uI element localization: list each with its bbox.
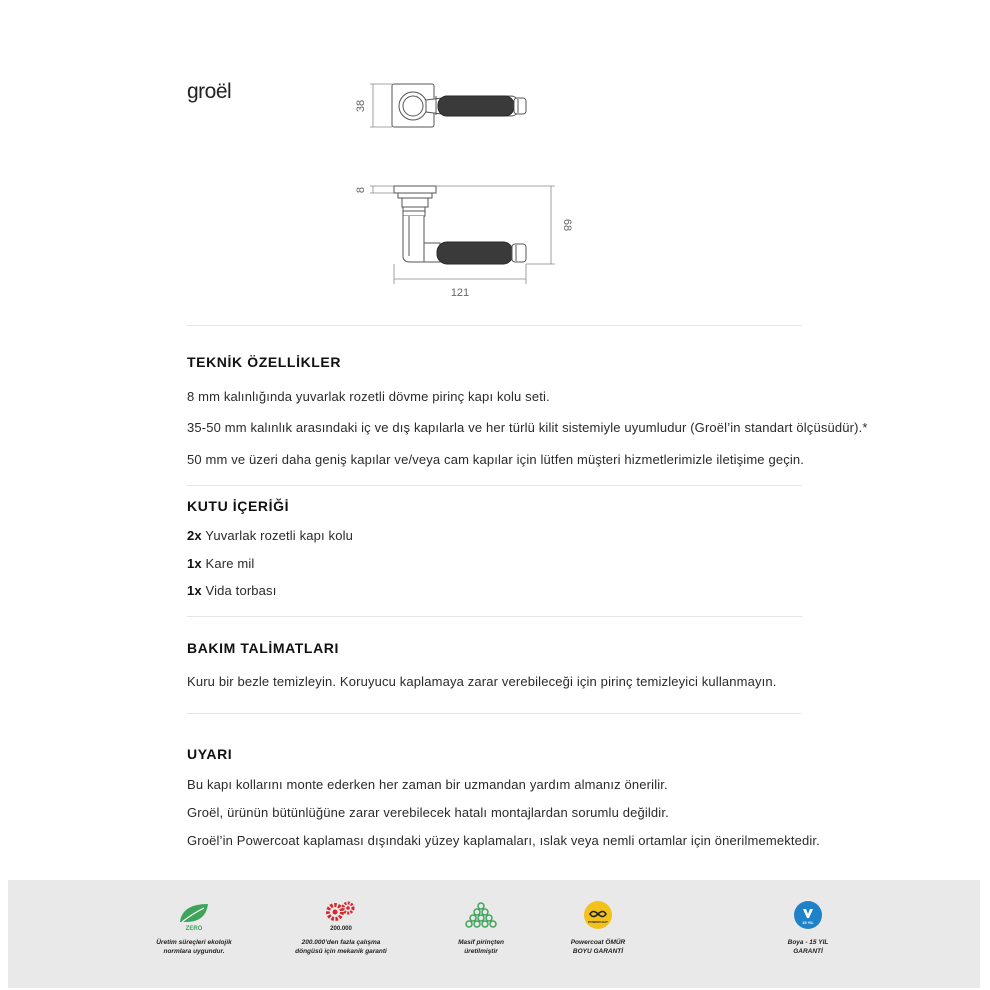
badge-mechanical-caption: 200.000’den fazla çalışma döngüsü için mekanik garanti xyxy=(295,939,387,955)
infinity-icon-label: POWERCOAT xyxy=(588,920,608,924)
handle-side-view xyxy=(394,186,526,264)
warning-line: Bu kapı kollarını monte ederken her zaman bir uzmandan yardım almanız önerilir. xyxy=(187,777,668,792)
box-item-qty: 1x xyxy=(187,583,202,598)
badge-eco xyxy=(129,900,259,956)
leaf-icon-label: ZERO xyxy=(185,926,203,932)
box-item xyxy=(187,556,254,571)
badge-solid-brass xyxy=(416,900,546,956)
badge-mechanical xyxy=(276,900,406,956)
badge-paint-warranty-caption: Boya - 15 YIL GARANTİ xyxy=(787,939,829,955)
badge-powercoat xyxy=(533,900,663,956)
paint-icon-label: 15 YIL xyxy=(802,920,814,925)
box-item-text: Kare mil xyxy=(205,556,255,571)
box-item xyxy=(187,583,276,598)
paint-icon xyxy=(792,900,824,932)
handle-top-view xyxy=(392,84,526,127)
brand-logo: groël xyxy=(187,80,232,103)
dimension-38-label: 38 xyxy=(355,99,367,113)
box-item-text: Vida torbası xyxy=(205,583,277,598)
infinity-icon xyxy=(582,900,614,932)
dimension-38 xyxy=(370,84,392,127)
technical-line: 35-50 mm kalınlık arasındaki iç ve dış kapılarla ve her türlü kilit sistemiyle uyumludur (Groël’in standart ölçüsüdür).* xyxy=(187,420,868,435)
technical-line: 8 mm kalınlığında yuvarlak rozetli dövme pirinç kapı kolu seti. xyxy=(187,389,550,404)
feature-badges-bar xyxy=(8,880,980,988)
divider xyxy=(187,325,802,326)
warning-line: Groël’in Powercoat kaplaması dışındaki yüzey kaplamaları, ıslak veya nemli ortamlar için önerilmemektedir. xyxy=(187,833,820,848)
lever-handle-technical-drawing xyxy=(340,70,580,305)
care-instructions-title: BAKIM TALİMATLARI xyxy=(187,640,339,656)
dimension-8-label: 8 xyxy=(355,186,367,194)
leaf-icon xyxy=(176,900,212,932)
brass-bars-icon xyxy=(465,900,497,932)
technical-line: 50 mm ve üzeri daha geniş kapılar ve/veya cam kapılar için lütfen müşteri hizmetlerimizle iletişime geçin. xyxy=(187,452,805,467)
box-item-text: Yuvarlak rozetli kapı kolu xyxy=(205,528,353,543)
dimension-121-label: 121 xyxy=(450,287,470,299)
warning-line: Groël, ürünün bütünlüğüne zarar verebilecek hatalı montajlardan sorumlu değildir. xyxy=(187,805,669,820)
badge-paint-warranty xyxy=(743,900,873,956)
box-item-qty: 1x xyxy=(187,556,202,571)
dimension-68-label: 68 xyxy=(561,218,573,232)
badge-powercoat-caption: Powercoat ÖMÜR BOYU GARANTİ xyxy=(570,939,626,955)
warning-title: UYARI xyxy=(187,746,233,762)
box-item xyxy=(187,528,353,543)
divider xyxy=(187,485,802,486)
box-item-qty: 2x xyxy=(187,528,202,543)
divider xyxy=(187,616,802,617)
divider xyxy=(187,713,802,714)
dimension-lines-side xyxy=(370,186,555,284)
badge-eco-caption: Üretim süreçleri ekolojik normlara uygundur. xyxy=(156,939,232,955)
technical-specs-title: TEKNİK ÖZELLİKLER xyxy=(187,354,342,370)
gears-icon-label: 200.000 xyxy=(330,926,352,932)
gears-icon xyxy=(321,900,361,932)
badge-solid-brass-caption: Masif pirinçten üretilmiştir xyxy=(458,939,504,955)
box-contents-title: KUTU İÇERİĞİ xyxy=(187,498,290,514)
care-line: Kuru bir bezle temizleyin. Koruyucu kaplamaya zarar verebileceği için pirinç temizleyici kullanmayın. xyxy=(187,674,777,689)
